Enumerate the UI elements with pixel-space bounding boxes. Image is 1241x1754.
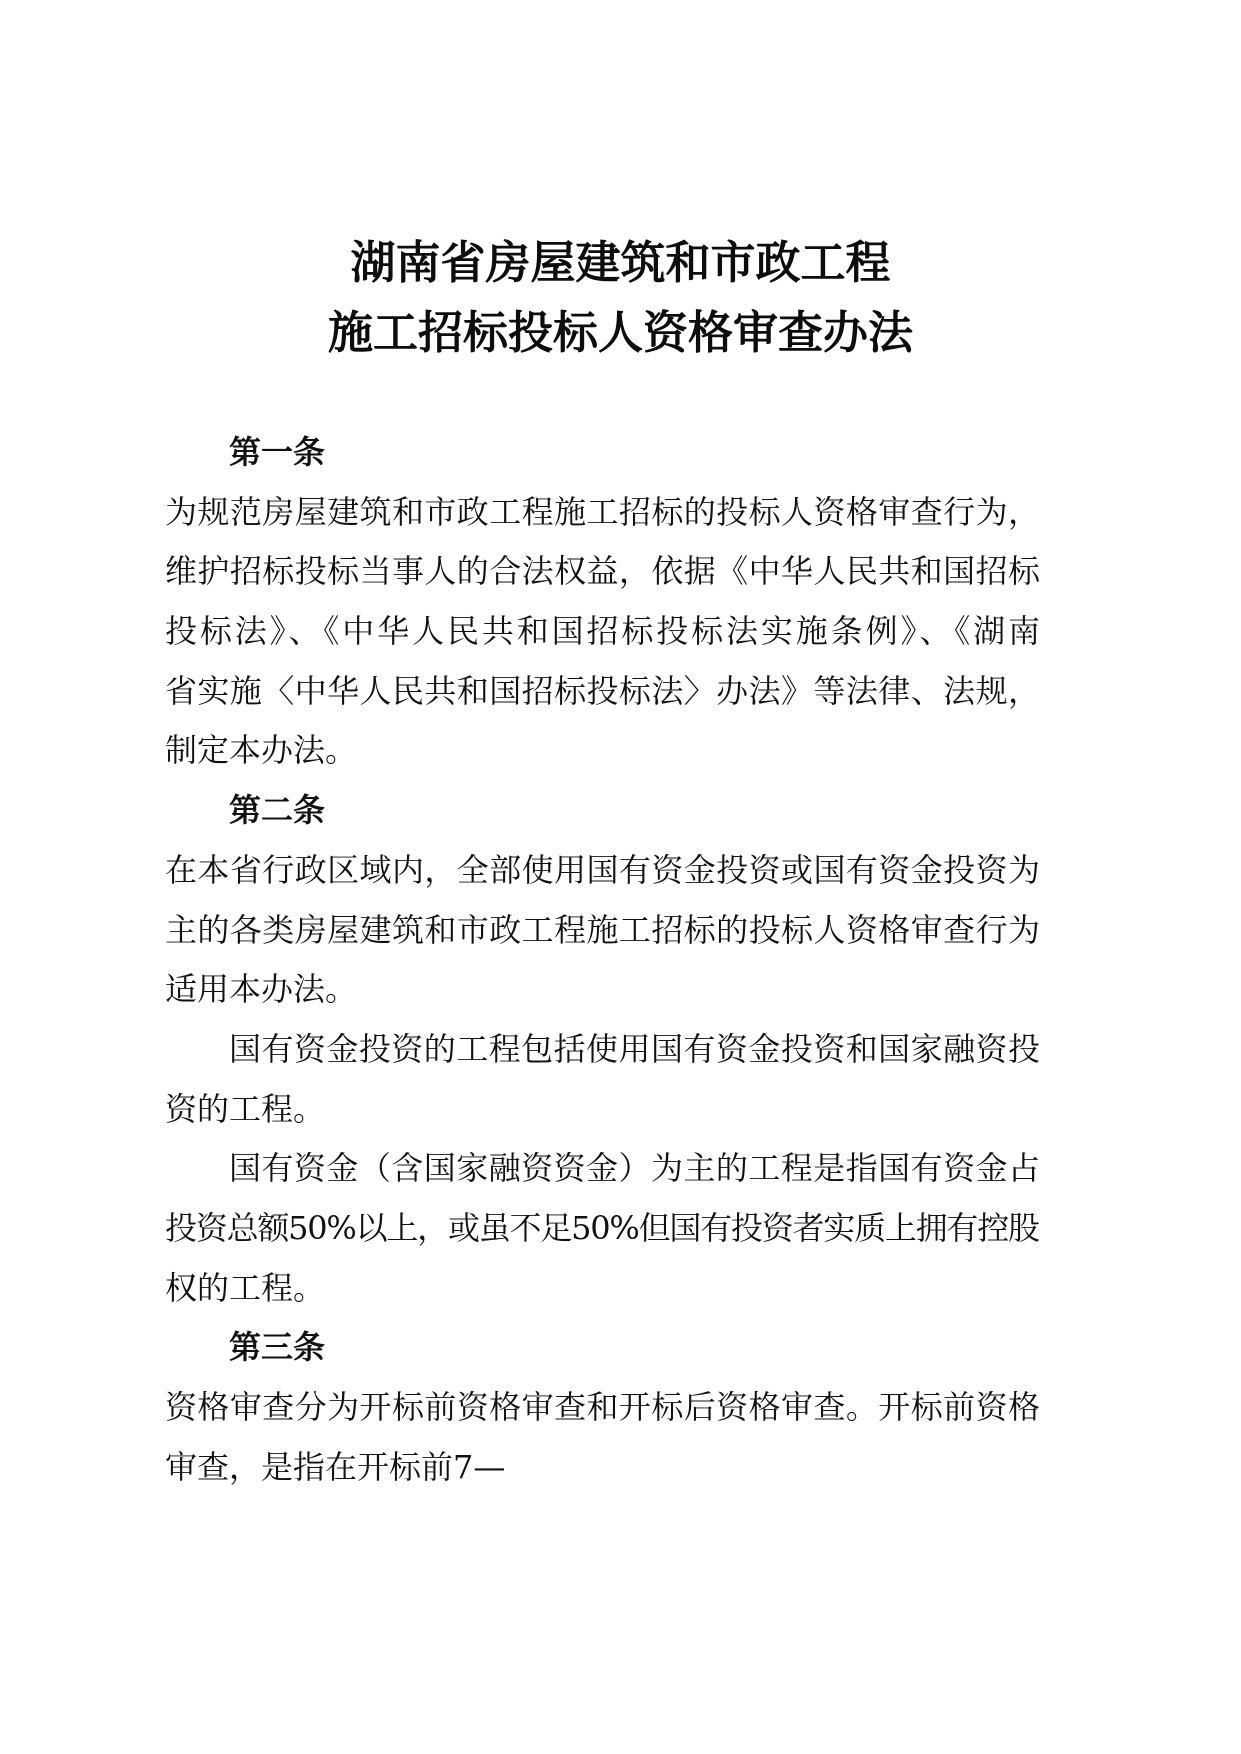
title-line: 施工招标投标人资格审查办法 — [327, 306, 913, 359]
article — [165, 423, 1043, 781]
text-line: 省实施〈中华人民共和国招标投标法〉办法》等法律、法规， — [165, 671, 1041, 710]
text-line: 权的工程。 — [165, 1268, 326, 1307]
text-line: 资的工程。 — [165, 1089, 326, 1128]
article-heading: 第一条 — [229, 433, 326, 471]
article — [165, 1318, 1040, 1497]
document-title — [0, 228, 1241, 368]
paragraph — [165, 1020, 1040, 1139]
title-line: 湖南省房屋建筑和市政工程 — [350, 236, 891, 289]
text-line: 为规范房屋建筑和市政工程施工招标的投标人资格审查行为， — [165, 492, 1041, 531]
text-line: 主的各类房屋建筑和市政工程施工招标的投标人资格审查行为 — [165, 910, 1041, 949]
text-line: 国有资金投资的工程包括使用国有资金投资和国家融资投 — [229, 1029, 1041, 1068]
paragraph — [165, 1378, 1040, 1497]
article-heading: 第三条 — [229, 1328, 326, 1367]
text-line: 审查，是指在开标前7— — [165, 1447, 506, 1486]
paragraph — [165, 841, 1040, 1020]
text-line: 资格审查分为开标前资格审查和开标后资格审查。开标前资格 — [165, 1388, 1041, 1426]
text-line: 在本省行政区域内，全部使用国有资金投资或国有资金投资为 — [165, 850, 1041, 889]
article-heading: 第二条 — [229, 791, 326, 830]
text-line: 适用本办法。 — [165, 970, 358, 1009]
paragraph — [165, 483, 1043, 781]
document-body — [165, 423, 1043, 1497]
text-line: 国有资金（含国家融资资金）为主的工程是指国有资金占 — [229, 1149, 1041, 1188]
text-line: 投资总额50%以上，或虽不足50%但国有投资者实质上拥有控股 — [165, 1208, 1039, 1247]
text-line: 制定本办法。 — [165, 731, 358, 770]
text-line: 投标法》、《中华人民共和国招标投标法实施条例》、《湖南 — [165, 612, 1043, 651]
article — [165, 781, 1040, 1318]
paragraph — [165, 1139, 1040, 1318]
text-line: 维护招标投标当事人的合法权益，依据《中华人民共和国招标 — [165, 552, 1041, 591]
